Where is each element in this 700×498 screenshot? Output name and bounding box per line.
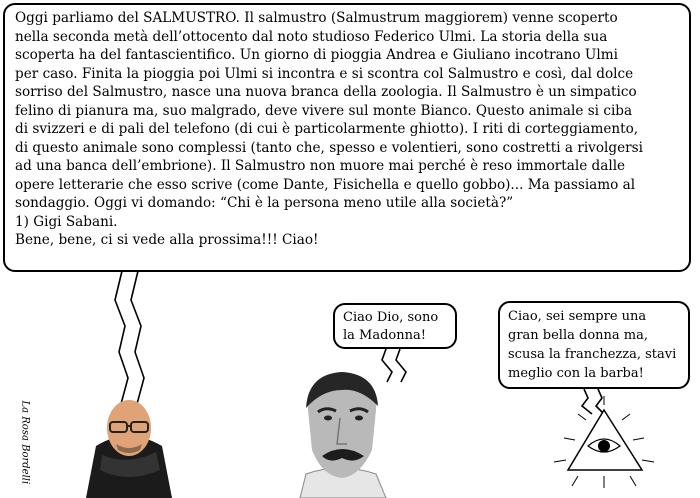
moustached-man-speech-text: Ciao Dio, sono la Madonna! <box>343 310 439 343</box>
main-speech-text: Oggi parliamo del SALMUSTRO. Il salmustro (Salmustrum maggiorem) venne scoperto nella seconda metà dell’ottocento dal noto studioso Federico Ulmi. La storia della sua scoperta ha del fantascientifico. Un giorno di pioggia Andrea e Giuliano incotrano Ulmi per caso. Finita la pioggia poi Ulmi si incontra e si scontra col Salmustro e così, dal dolce sorriso del Salmustro, nasce una nuova branca della zoologia. Il Salmustro è un simpatico felino di pianura ma, suo malgrado, deve vivere sul monte Bianco. Questo animale si ciba di svizzeri e di pali del telefono (di cui è particolarmente ghiotto). I riti di corteggiamento, di questo animale sono complessi (tanto che, spesso e volentieri, sono costretti a rivolgersi ad una banca dell’embrione). Il Salmustro non muore mai perché è reso immortale dalle opere letterarie che esso scrive (come Dante, Fisichella e quello gobbo)... Ma passiamo al sondaggio. Oggi vi domando: “Chi è la persona meno utile alla società?” 1) Gigi Sabani. Bene, bene, ci si vede alla prossima!!! Ciao! <box>15 10 643 248</box>
eye-pyramid-speech-text: Ciao, sei sempre una gran bella donna ma, scusa la franchezza, stavi meglio con la barba! <box>508 309 677 381</box>
bald-man-figure <box>86 400 172 498</box>
main-speech-bubble <box>3 3 691 272</box>
eye-bubble-tail <box>582 389 604 414</box>
artist-signature: La Rosa Bordelli <box>19 400 31 485</box>
eye-pyramid-figure <box>554 396 654 488</box>
main-bubble-tail <box>115 271 144 404</box>
moustached-man-figure <box>300 372 386 498</box>
moustached-man-speech-bubble <box>333 303 457 349</box>
eye-pyramid-speech-bubble <box>498 301 690 389</box>
stalin-bubble-tail <box>382 349 406 382</box>
